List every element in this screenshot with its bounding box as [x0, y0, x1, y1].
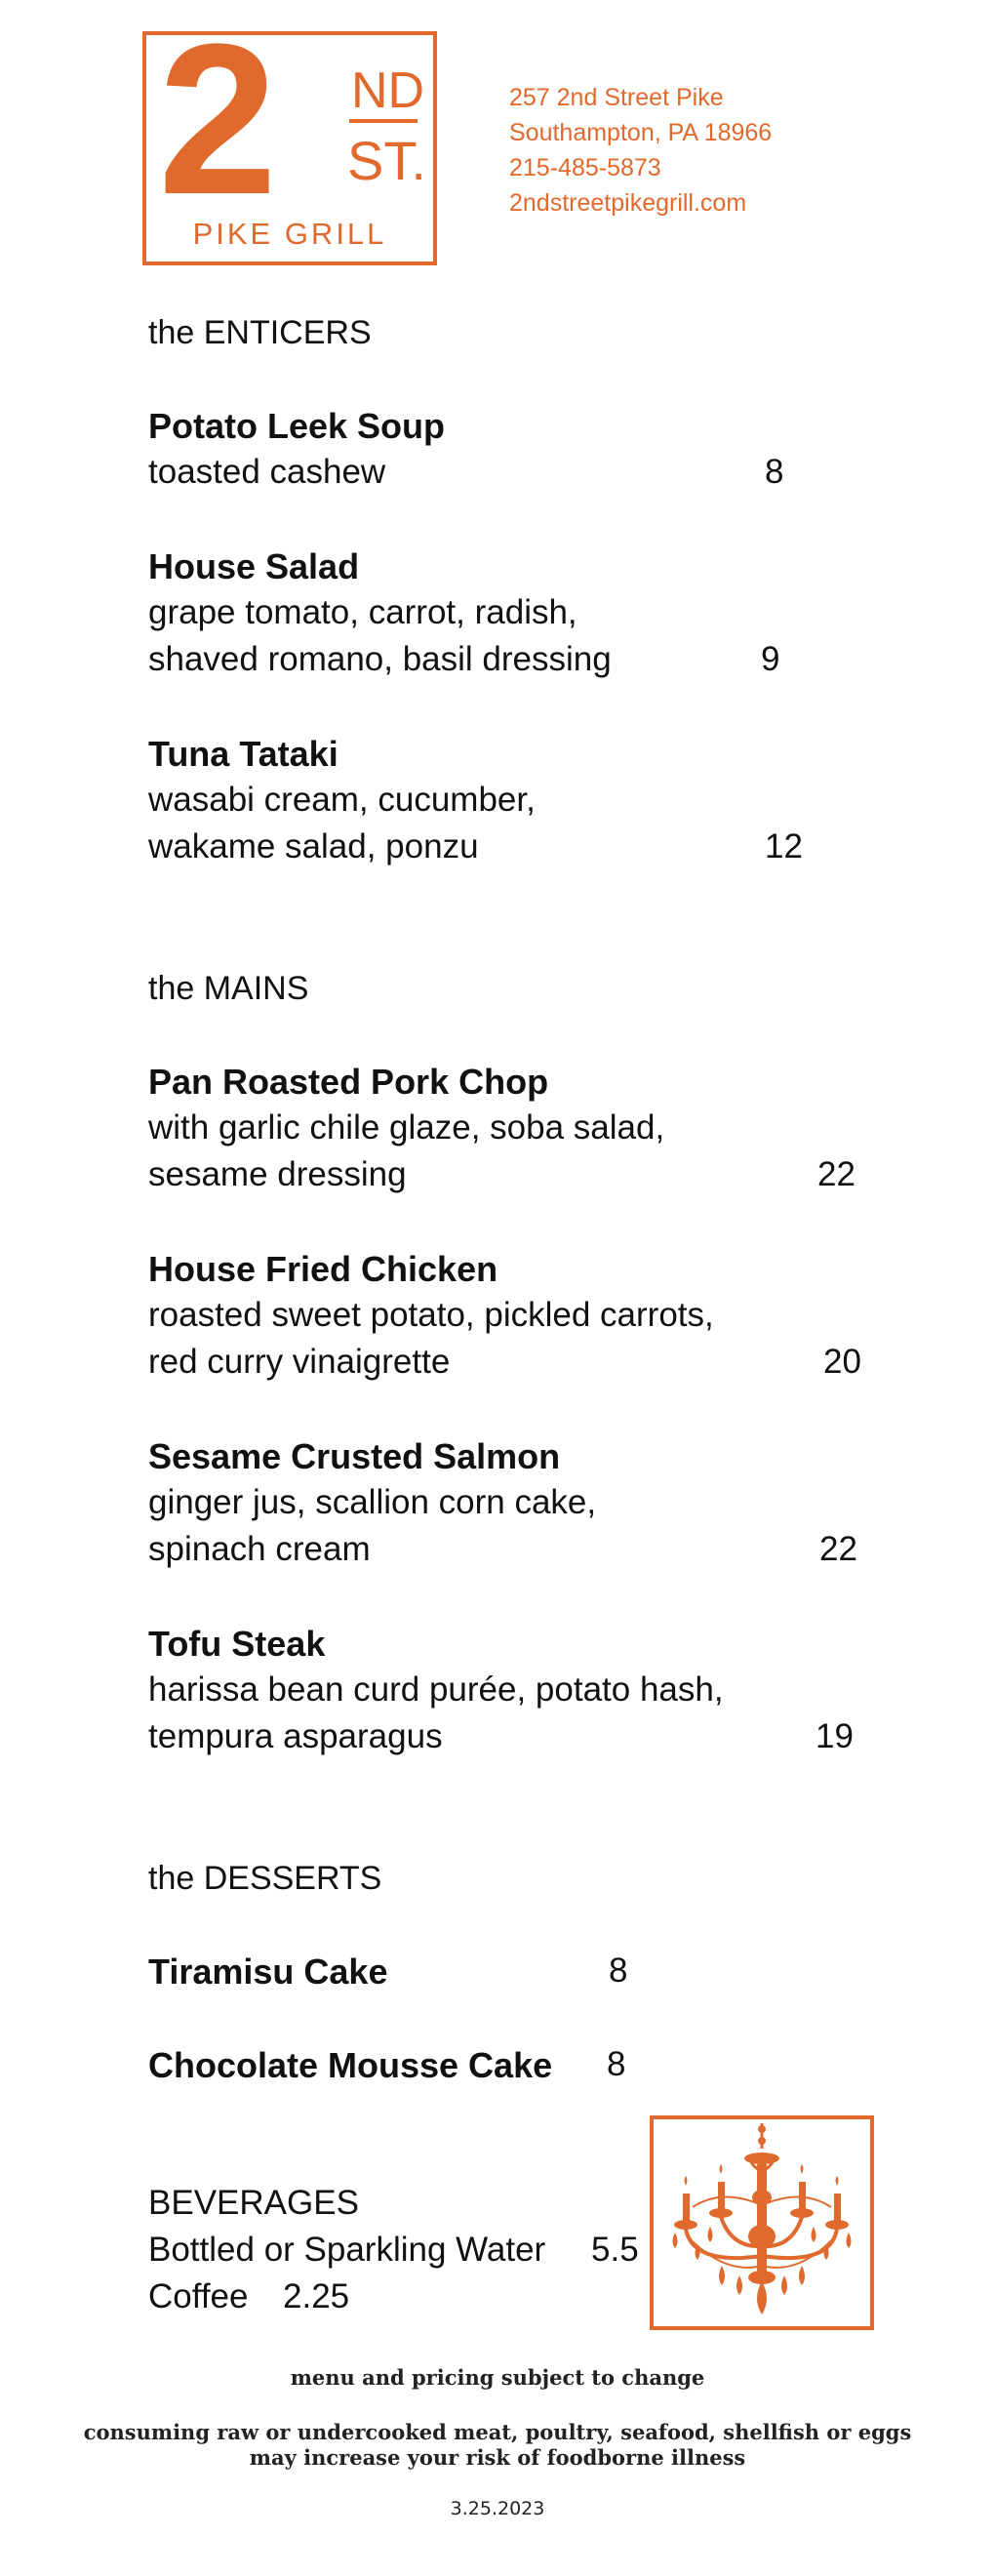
item-description: wakame salad, ponzu — [148, 827, 479, 865]
item-description: roasted sweet potato, pickled carrots, — [148, 1296, 714, 1334]
item-name: Pan Roasted Pork Chop — [148, 1062, 549, 1102]
item-price: 22 — [817, 1155, 856, 1193]
item-name: Sesame Crusted Salmon — [148, 1436, 561, 1476]
item-description: ginger jus, scallion corn cake, — [148, 1483, 597, 1521]
item-description: grape tomato, carrot, radish, — [148, 593, 577, 631]
section-title-desserts: the DESSERTS — [148, 1860, 382, 1897]
health-warning: may increase your risk of foodborne illness — [249, 2445, 746, 2470]
item-description: harissa bean curd purée, potato hash, — [148, 1670, 724, 1709]
phone-number: 215-485-5873 — [509, 154, 661, 181]
item-description: wasabi cream, cucumber, — [148, 781, 536, 819]
chandelier-icon — [654, 2119, 870, 2326]
item-price: 22 — [819, 1530, 857, 1568]
item-description: red curry vinaigrette — [148, 1343, 451, 1381]
item-description: with garlic chile glaze, soba salad, — [148, 1108, 665, 1147]
address-line-2: Southampton, PA 18966 — [509, 119, 773, 146]
logo-street: ST. — [347, 130, 426, 191]
health-warning: consuming raw or undercooked meat, poultry, seafood, shellfish or eggs — [83, 2420, 912, 2444]
beverage-price: 5.5 — [591, 2231, 639, 2269]
item-price: 20 — [823, 1343, 861, 1381]
item-price: 12 — [765, 827, 803, 865]
item-description: toasted cashew — [148, 453, 386, 491]
website-link[interactable]: 2ndstreetpikegrill.com — [509, 189, 747, 217]
chandelier-illustration — [650, 2115, 874, 2330]
address-line-1: 257 2nd Street Pike — [509, 84, 724, 111]
item-name: Tofu Steak — [148, 1624, 326, 1664]
item-name: Tuna Tataki — [148, 734, 338, 774]
item-name: House Fried Chicken — [148, 1249, 498, 1289]
item-name: Chocolate Mousse Cake — [148, 2045, 553, 2085]
item-price: 8 — [765, 453, 784, 491]
item-description: sesame dressing — [148, 1155, 407, 1193]
item-price: 8 — [609, 1952, 628, 1990]
item-price: 8 — [607, 2045, 626, 2083]
pricing-note: menu and pricing subject to change — [290, 2365, 705, 2390]
section-title-beverages: BEVERAGES — [148, 2184, 359, 2222]
item-price: 9 — [761, 640, 780, 678]
item-name: Tiramisu Cake — [148, 1952, 388, 1992]
item-name: House Salad — [148, 546, 360, 586]
logo-numeral: 2 — [158, 35, 278, 239]
item-description: spinach cream — [148, 1530, 371, 1568]
section-title-mains: the MAINS — [148, 970, 309, 1007]
logo-name: PIKE GRILL — [192, 217, 387, 251]
beverage-price: 2.25 — [283, 2277, 350, 2315]
restaurant-logo — [142, 31, 437, 265]
beverage-name: Bottled or Sparkling Water — [148, 2231, 546, 2269]
item-price: 19 — [816, 1717, 854, 1755]
logo-graphic — [146, 35, 433, 262]
beverage-name: Coffee — [148, 2277, 249, 2315]
item-description: tempura asparagus — [148, 1717, 443, 1755]
logo-superscript: ND — [351, 62, 425, 119]
item-description: shaved romano, basil dressing — [148, 640, 612, 678]
menu-date: 3.25.2023 — [450, 2498, 545, 2519]
section-title-enticers: the ENTICERS — [148, 314, 372, 351]
item-name: Potato Leek Soup — [148, 406, 446, 446]
